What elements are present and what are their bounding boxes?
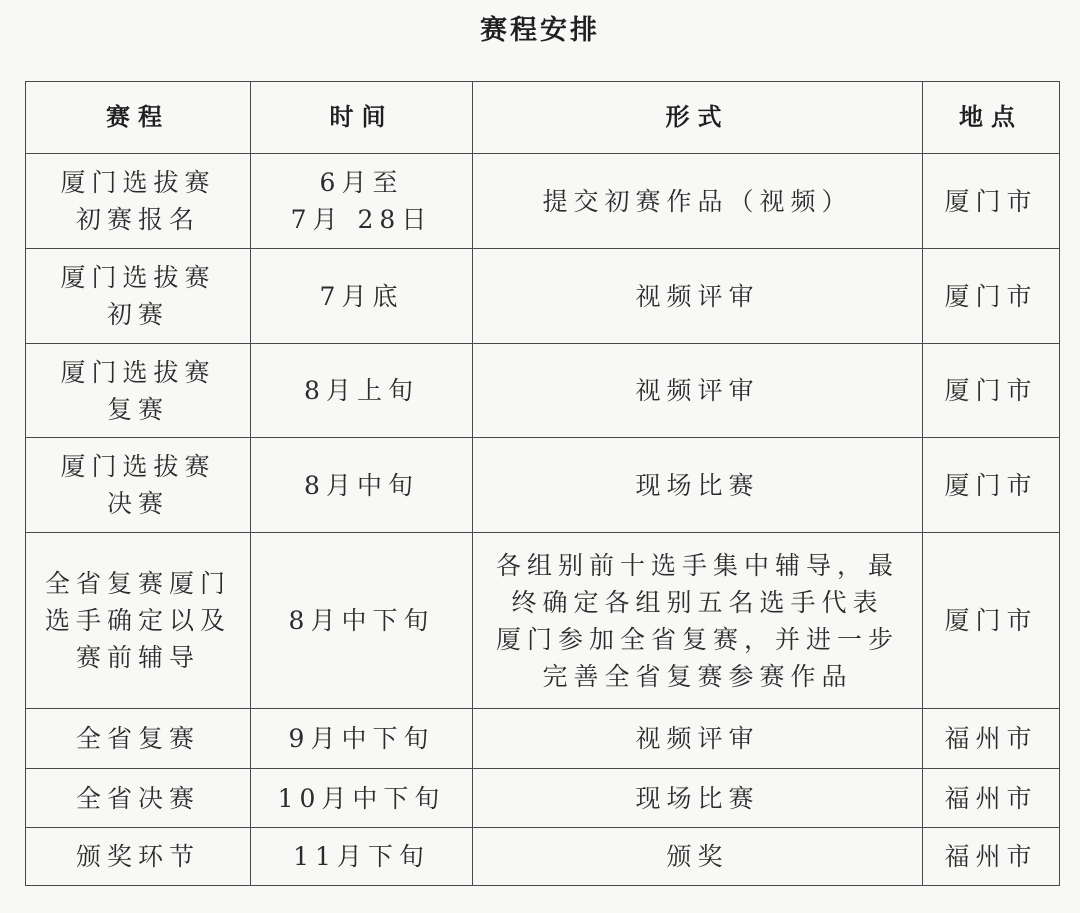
format-cell: 提交初赛作品（视频） — [473, 154, 923, 249]
time-cell: 9月中下旬 — [251, 709, 473, 769]
format-cell: 现场比赛 — [473, 438, 923, 533]
time-cell: 8月上旬 — [251, 344, 473, 438]
location-cell: 厦门市 — [923, 533, 1060, 709]
stage-cell: 厦门选拔赛 初赛 — [26, 249, 251, 344]
stage-cell: 全省决赛 — [26, 769, 251, 828]
header-format: 形式 — [473, 82, 923, 154]
format-cell: 视频评审 — [473, 709, 923, 769]
time-cell: 10月中下旬 — [251, 769, 473, 828]
schedule-table — [25, 81, 1060, 886]
stage-cell: 厦门选拔赛 复赛 — [26, 344, 251, 438]
location-cell: 福州市 — [923, 828, 1060, 886]
format-cell: 视频评审 — [473, 344, 923, 438]
table-row — [26, 533, 1060, 709]
time-cell: 8月中下旬 — [251, 533, 473, 709]
format-cell: 各组别前十选手集中辅导，最 终确定各组别五名选手代表 厦门参加全省复赛，并进一步 完善全省复赛参赛作品 — [473, 533, 923, 709]
time-cell: 6月至 7月 28日 — [251, 154, 473, 249]
stage-cell: 全省复赛厦门 选手确定以及 赛前辅导 — [26, 533, 251, 709]
format-cell: 颁奖 — [473, 828, 923, 886]
table-row — [26, 709, 1060, 769]
location-cell: 厦门市 — [923, 344, 1060, 438]
location-cell: 厦门市 — [923, 154, 1060, 249]
table-row — [26, 438, 1060, 533]
format-cell: 现场比赛 — [473, 769, 923, 828]
stage-cell: 全省复赛 — [26, 709, 251, 769]
header-location: 地点 — [923, 82, 1060, 154]
table-row — [26, 344, 1060, 438]
location-cell: 厦门市 — [923, 438, 1060, 533]
location-cell: 福州市 — [923, 709, 1060, 769]
stage-cell: 颁奖环节 — [26, 828, 251, 886]
stage-cell: 厦门选拔赛 初赛报名 — [26, 154, 251, 249]
format-cell: 视频评审 — [473, 249, 923, 344]
table-row — [26, 769, 1060, 828]
page-title: 赛程安排 — [480, 15, 600, 46]
time-cell: 7月底 — [251, 249, 473, 344]
table-header-row — [26, 82, 1060, 154]
table-row — [26, 249, 1060, 344]
header-stage: 赛程 — [26, 82, 251, 154]
time-cell: 8月中旬 — [251, 438, 473, 533]
location-cell: 福州市 — [923, 769, 1060, 828]
location-cell: 厦门市 — [923, 249, 1060, 344]
table-row — [26, 828, 1060, 886]
stage-cell: 厦门选拔赛 决赛 — [26, 438, 251, 533]
header-time: 时间 — [251, 82, 473, 154]
table-row — [26, 154, 1060, 249]
time-cell: 11月下旬 — [251, 828, 473, 886]
